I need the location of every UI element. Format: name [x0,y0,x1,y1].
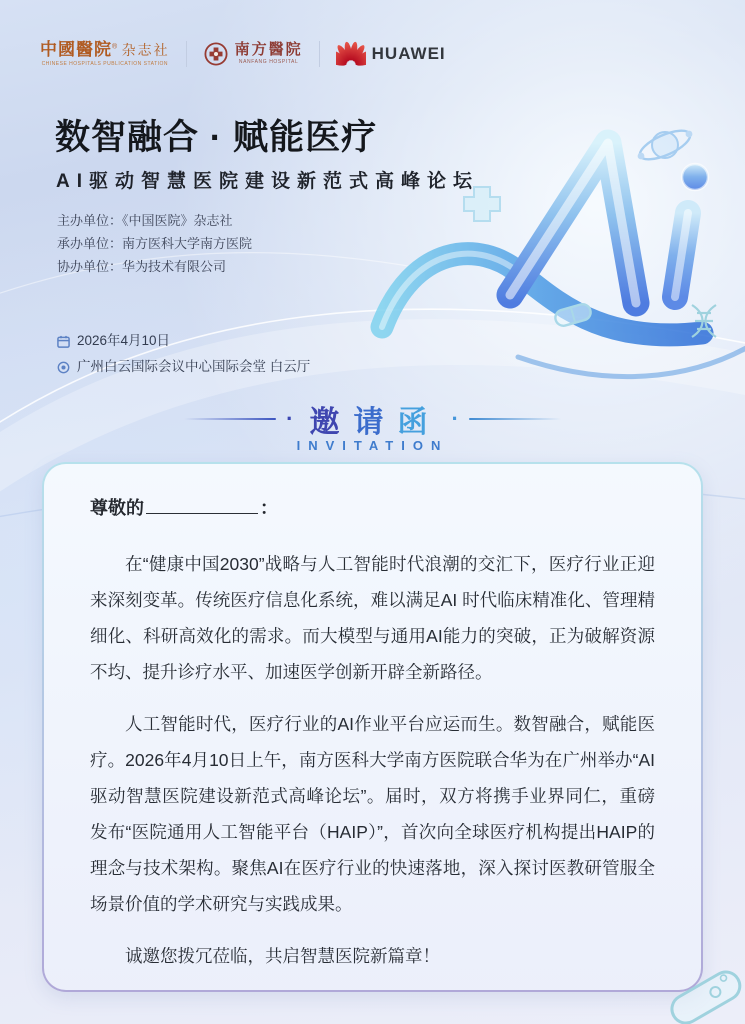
letter-paragraph: 人工智能时代，医疗行业的AI作业平台应运而生。数智融合，赋能医疗。2026年4月10日上午，南方医科大学南方医院联合华为在广州举办“AI驱动智慧医院建设新范式高峰论坛”。届时，双方将携手业界同仁，重磅发布“医院通用人工智能平台（HAIP）”，首次向全球医疗机构提出HAIP的理念与技术架构。聚焦AI在医疗行业的快速落地，深入探讨医教研管服全场景价值的学术研究与实践成果。 [90,714,655,914]
organizer-value: 《中国医院》杂志社 [122,213,233,228]
invitation-card [44,464,701,990]
event-date-row [57,328,310,354]
event-when-where [57,328,310,380]
organizer-label: 主办单位： [57,213,123,228]
event-subtitle: AI驱动智慧医院建设新范式高峰论坛 [56,171,480,192]
journal-reg-mark: ® [112,43,118,51]
invitation-subtitle: INVITATION [296,438,449,453]
huawei-flower-icon [336,40,366,68]
event-title: 数智融合 · 赋能医疗 [55,118,378,157]
banner-line-left [184,418,276,420]
banner-title [310,397,442,441]
atom-icon [636,125,693,165]
hospital-logo [203,41,303,67]
event-venue: 广州白云国际会议中心国际会堂 白云厅 [77,359,311,374]
hospital-subtext: NANFANG HOSPITAL [238,59,299,66]
banner-char: 函 [397,406,442,439]
header [40,40,446,68]
calendar-icon [57,335,70,348]
invitation-banner [0,397,745,441]
salutation-prefix: 尊敬的 [90,498,144,518]
salutation [90,490,655,526]
organizer-value: 华为技术有限公司 [122,259,227,274]
banner-line-right [469,418,561,420]
event-venue-row [57,354,310,380]
organizer-label: 承办单位： [57,236,123,251]
hospital-name: 南方醫院 [234,41,303,58]
invitation-card-frame [42,462,703,992]
ai-3d-graphic [370,95,745,395]
logo-divider [319,41,320,67]
organizer-row [57,232,252,255]
logo-divider [186,41,187,67]
journal-subtext: CHINESE HOSPITALS PUBLICATION STATION [41,60,169,67]
location-icon [57,361,70,374]
journal-logo [40,41,170,67]
banner-dot-right: · [451,406,459,431]
journal-name-sub: 杂志社 [121,43,170,59]
event-date: 2026年4月10日 [77,333,171,348]
banner-dot-left: · [286,406,294,431]
capsule-icon [655,960,745,1024]
banner-char: 请 [353,406,398,439]
organizer-row [57,209,252,232]
journal-name: 中國醫院 [40,39,112,59]
hospital-cross-icon [203,41,229,67]
salutation-colon: ： [260,498,278,518]
organizer-label: 协办单位： [57,259,123,274]
organizer-value: 南方医科大学南方医院 [122,236,253,251]
huawei-logo [336,40,446,68]
banner-char: 邀 [309,406,354,439]
letter-paragraph: 诚邀您拨冗莅临，共启智慧医院新篇章！ [125,946,440,966]
huawei-wordmark: HUAWEI [371,44,446,63]
organizers [57,209,252,278]
letter-paragraph: 在“健康中国2030”战略与人工智能时代浪潮的交汇下，医疗行业正迎来深刻变革。传统医疗信息化系统，难以满足AI 时代临床精准化、管理精细化、科研高效化的需求。而大模型与通用AI能力的突破，正为破解资源不均、提升诊疗水平、加速医学创新开辟全新路径。 [90,554,655,682]
salutation-blank-line [146,495,258,514]
organizer-row [57,255,252,278]
